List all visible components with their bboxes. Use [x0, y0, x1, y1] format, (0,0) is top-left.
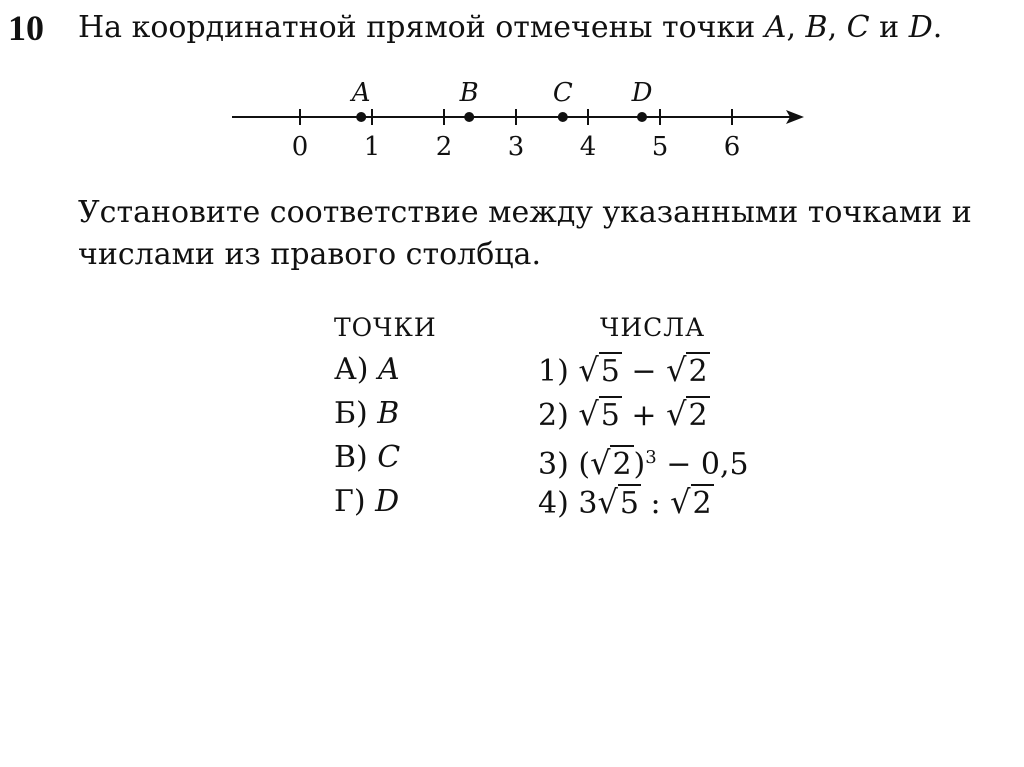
row-prefix: 2)	[538, 398, 569, 433]
separator: ,	[786, 10, 806, 45]
operator: +	[631, 398, 657, 433]
sqrt-expression: √5	[597, 483, 639, 521]
number-option-3	[538, 436, 749, 480]
tick-label: 0	[291, 132, 309, 162]
radicand: 2	[692, 486, 712, 521]
sqrt-expression: √2	[670, 483, 712, 521]
point-label: A	[351, 78, 371, 108]
points-row	[334, 480, 437, 524]
separator: ,	[827, 10, 847, 45]
tick-label: 3	[507, 132, 525, 162]
row-point: C	[377, 440, 401, 475]
point-label: B	[459, 78, 479, 108]
marked-points	[350, 78, 653, 122]
point-marker	[464, 112, 474, 122]
tick-label: 1	[363, 132, 381, 162]
point-marker	[558, 112, 568, 122]
sqrt-expression: √2	[590, 444, 632, 482]
number-line	[0, 70, 1024, 170]
point-name-b: B	[805, 10, 828, 45]
point-marker	[637, 112, 647, 122]
number-option-4	[538, 480, 749, 524]
tick-label: 6	[723, 132, 741, 162]
tick-label: 4	[579, 132, 597, 162]
points-row	[334, 392, 437, 436]
point-label: C	[552, 78, 573, 108]
radicand: 5	[619, 486, 639, 521]
points-row	[334, 436, 437, 480]
points-header: ТОЧКИ	[334, 313, 437, 342]
sqrt-expression: √5	[578, 351, 620, 389]
row-point: D	[375, 484, 400, 519]
numbers-column	[538, 308, 749, 524]
row-prefix: В)	[334, 440, 368, 475]
separator: и	[869, 10, 909, 45]
task-number: 10	[8, 8, 44, 48]
sqrt-expression: √2	[666, 395, 708, 433]
row-prefix: А)	[334, 352, 369, 387]
row-prefix: 3)	[538, 447, 569, 482]
number-option-1	[538, 348, 749, 392]
row-point: B	[377, 396, 400, 431]
instruction-text: Установите соответствие между указанными точками и числами из правого столбца.	[78, 195, 972, 272]
coefficient: 3	[578, 486, 598, 521]
radicand: 5	[600, 398, 620, 433]
numbers-header: ЧИСЛА	[600, 313, 706, 342]
radicand: 2	[688, 354, 708, 389]
point-label: D	[631, 78, 653, 108]
points-column	[334, 308, 437, 524]
radicand: 2	[688, 398, 708, 433]
paren-open: (	[578, 447, 591, 482]
sqrt-expression: √2	[666, 351, 708, 389]
row-prefix: Б)	[334, 396, 368, 431]
radicand: 2	[612, 447, 632, 482]
task-statement	[78, 8, 942, 48]
point-name-d: D	[908, 10, 933, 45]
statement-text: На координатной прямой отмечены точки	[78, 10, 765, 45]
tick-label: 5	[651, 132, 669, 162]
row-point: A	[377, 352, 400, 387]
row-prefix: Г)	[334, 484, 366, 519]
points-row	[334, 348, 437, 392]
sqrt-expression: √5	[578, 395, 620, 433]
row-prefix: 1)	[538, 354, 569, 389]
operator: −	[631, 354, 657, 389]
separator: .	[932, 10, 943, 45]
number-option-2	[538, 392, 749, 436]
tick-label: 2	[435, 132, 453, 162]
operator: :	[640, 486, 671, 521]
expression-tail: − 0,5	[656, 447, 749, 482]
row-prefix: 4)	[538, 486, 569, 521]
point-name-c: C	[846, 10, 870, 45]
point-marker	[356, 112, 366, 122]
radicand: 5	[600, 354, 620, 389]
point-name-a: A	[764, 10, 787, 45]
exponent: 3	[645, 447, 657, 468]
paren-close: )	[633, 447, 646, 482]
